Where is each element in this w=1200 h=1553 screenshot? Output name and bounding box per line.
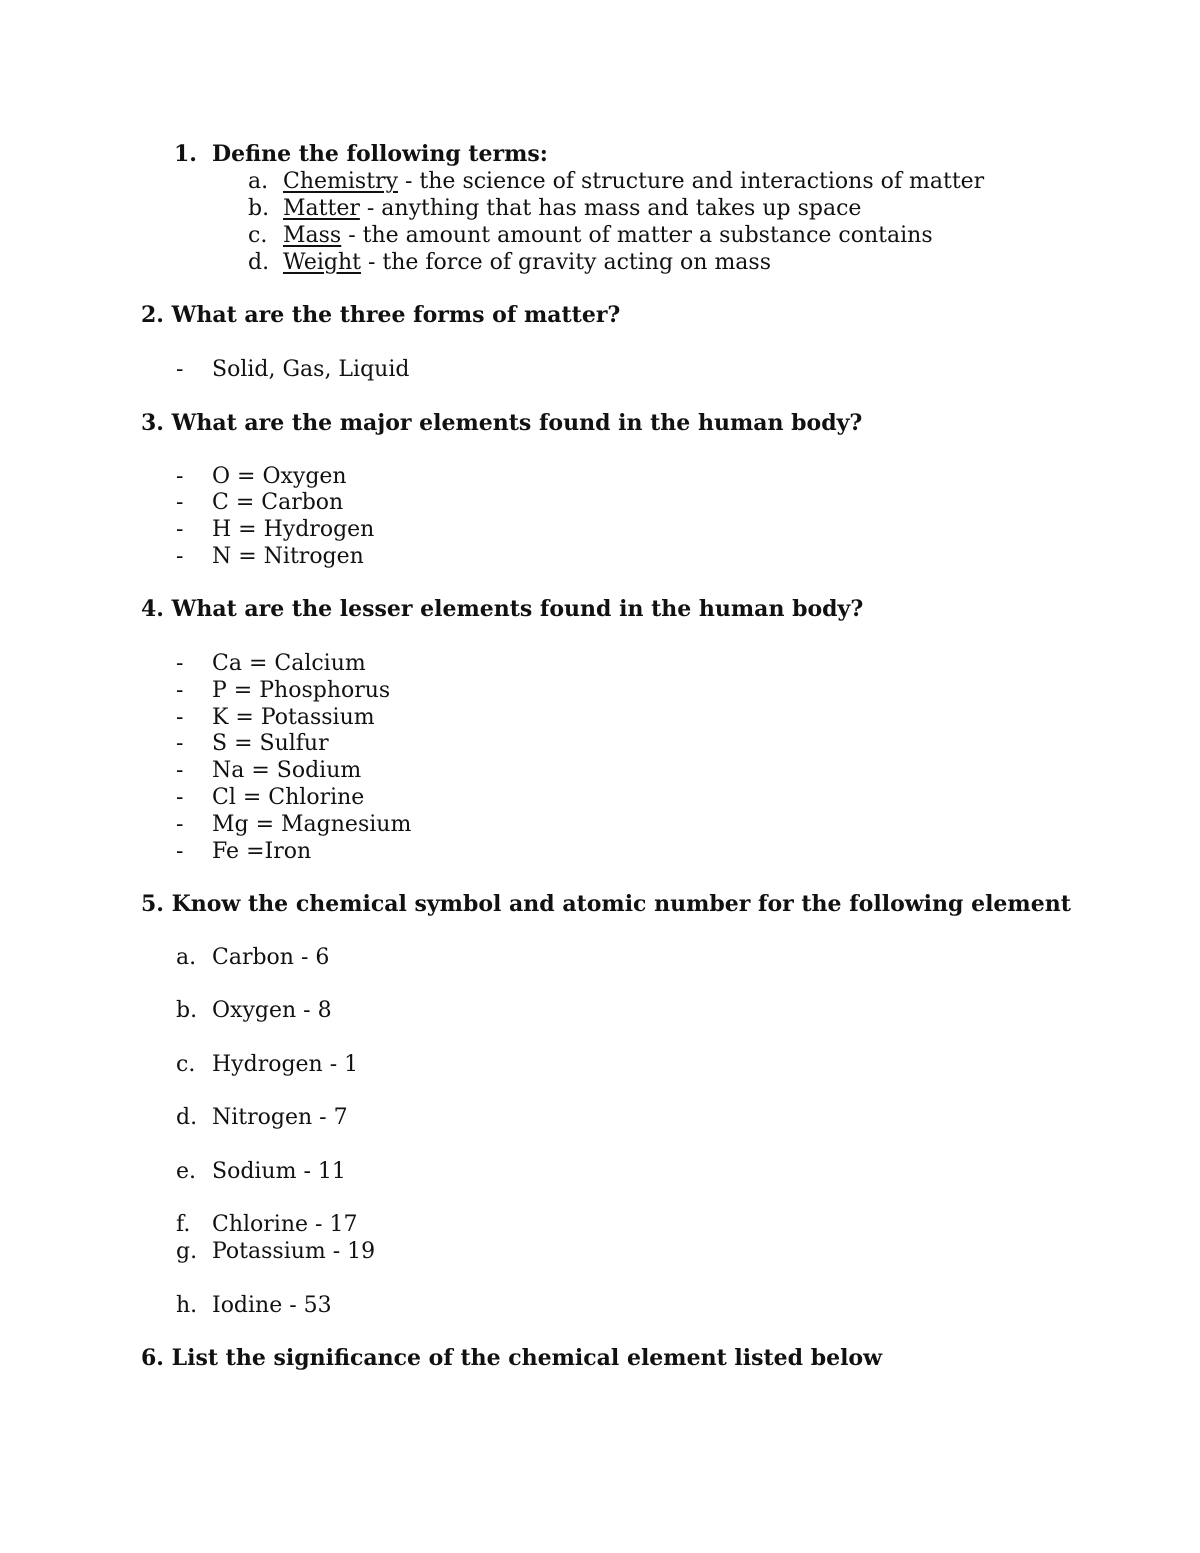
question-6: 6. List the significance of the chemical element listed below bbox=[141, 1345, 883, 1371]
dash-marker: - bbox=[176, 464, 184, 489]
list-marker: h. bbox=[176, 1293, 198, 1318]
definition: - the science of structure and interactions of matter bbox=[398, 169, 985, 194]
list-marker: a. bbox=[176, 945, 197, 970]
question-1 bbox=[174, 141, 548, 168]
answer-text: Solid, Gas, Liquid bbox=[212, 357, 410, 382]
answer-text: N = Nitrogen bbox=[212, 544, 364, 569]
answer-text: O = Oxygen bbox=[212, 464, 347, 489]
list-marker: d. bbox=[176, 1105, 198, 1130]
answer-text: Iodine - 53 bbox=[212, 1293, 332, 1318]
answer-text: S = Sulfur bbox=[212, 731, 329, 756]
term: Matter bbox=[283, 196, 360, 221]
answer-text: Ca = Calcium bbox=[212, 651, 366, 676]
term: Mass bbox=[283, 223, 342, 248]
answer-text: P = Phosphorus bbox=[212, 678, 391, 703]
definition: - anything that has mass and takes up space bbox=[359, 196, 862, 221]
dash-marker: - bbox=[176, 758, 184, 783]
answer-text: Hydrogen - 1 bbox=[212, 1052, 359, 1077]
list-marker: e. bbox=[176, 1159, 197, 1184]
answer-text: Cl = Chlorine bbox=[212, 785, 365, 810]
term: Chemistry bbox=[283, 169, 398, 194]
dash-marker: - bbox=[176, 839, 184, 864]
list-marker: f. bbox=[176, 1212, 191, 1237]
answer-text: H = Hydrogen bbox=[212, 517, 375, 542]
list-marker: a. bbox=[248, 169, 269, 194]
question-3: 3. What are the major elements found in the human body? bbox=[141, 410, 863, 436]
question-2: 2. What are the three forms of matter? bbox=[141, 302, 621, 328]
list-marker: c. bbox=[248, 223, 268, 248]
list-marker: g. bbox=[176, 1239, 198, 1264]
definition: - the amount amount of matter a substance contains bbox=[341, 223, 933, 248]
question-1-number: 1. bbox=[174, 141, 197, 167]
dash-marker: - bbox=[176, 678, 184, 703]
dash-marker: - bbox=[176, 490, 184, 515]
answer-text: Na = Sodium bbox=[212, 758, 362, 783]
dash-marker: - bbox=[176, 785, 184, 810]
list-marker: c. bbox=[176, 1052, 196, 1077]
dash-marker: - bbox=[176, 544, 184, 569]
answer-text: Nitrogen - 7 bbox=[212, 1105, 348, 1130]
answer-text: Oxygen - 8 bbox=[212, 998, 332, 1023]
answer-text: C = Carbon bbox=[212, 490, 344, 515]
answer-text: Potassium - 19 bbox=[212, 1239, 376, 1264]
question-1-text: Define the following terms: bbox=[212, 141, 548, 167]
list-marker: b. bbox=[176, 998, 198, 1023]
dash-marker: - bbox=[176, 705, 184, 730]
answer-text: Sodium - 11 bbox=[212, 1159, 346, 1184]
answer-text: Carbon - 6 bbox=[212, 945, 330, 970]
answer-text: Mg = Magnesium bbox=[212, 812, 412, 837]
dash-marker: - bbox=[176, 731, 184, 756]
answer-text: Fe =Iron bbox=[212, 839, 312, 864]
list-marker: d. bbox=[248, 250, 270, 275]
term: Weight bbox=[283, 250, 361, 275]
question-4: 4. What are the lesser elements found in the human body? bbox=[141, 596, 864, 622]
dash-marker: - bbox=[176, 651, 184, 676]
answer-text: Chlorine - 17 bbox=[212, 1212, 358, 1237]
dash-marker: - bbox=[176, 517, 184, 542]
answer-text: K = Potassium bbox=[212, 705, 375, 730]
list-marker: b. bbox=[248, 196, 270, 221]
definition: - the force of gravity acting on mass bbox=[360, 250, 771, 275]
dash-marker: - bbox=[176, 357, 184, 382]
question-5: 5. Know the chemical symbol and atomic number for the following element bbox=[141, 891, 1071, 917]
dash-marker: - bbox=[176, 812, 184, 837]
